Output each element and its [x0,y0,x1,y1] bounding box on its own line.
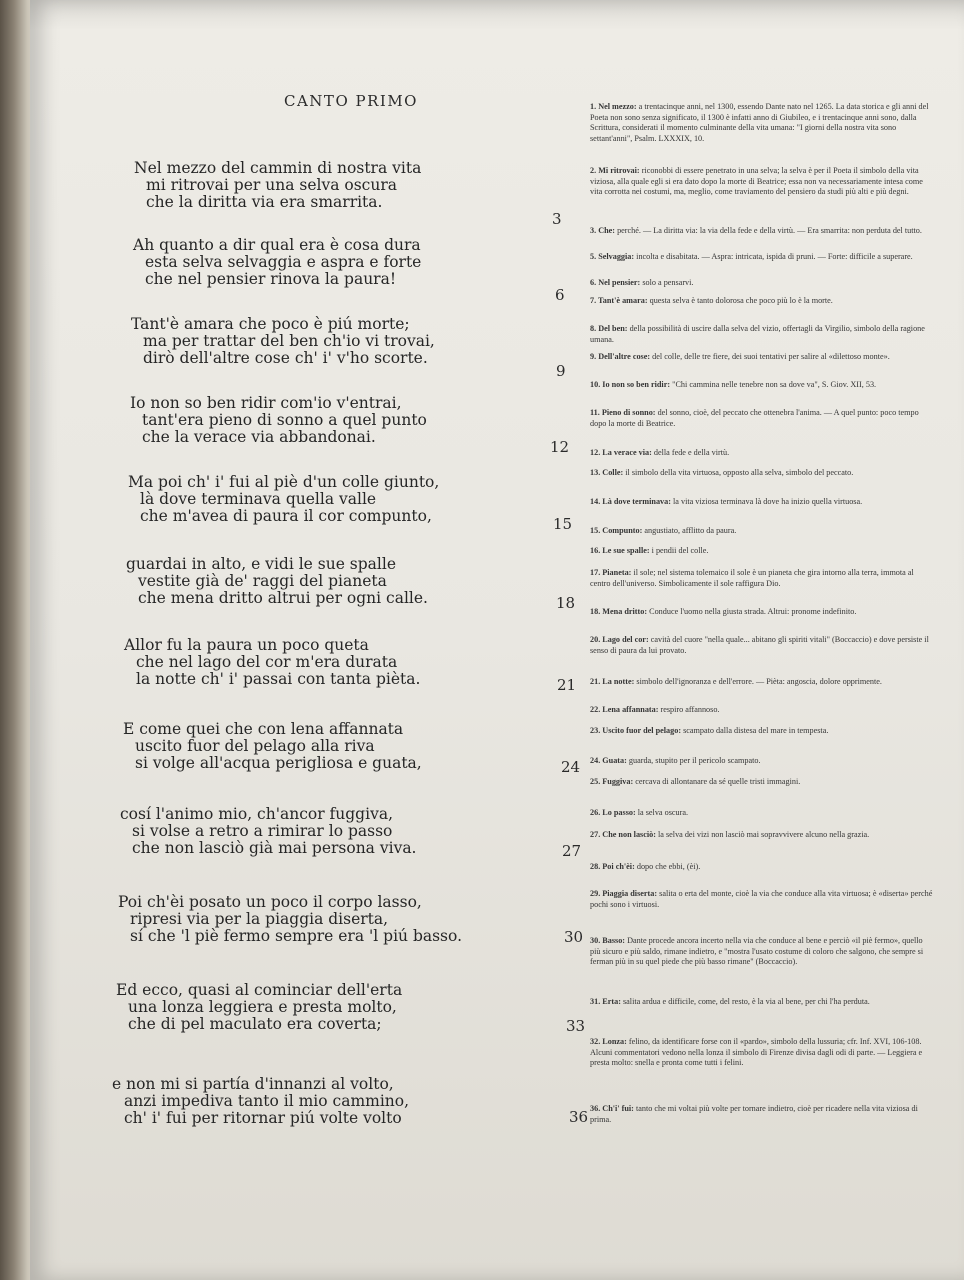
note [590,756,935,767]
verse-line: si volse a retro a rimirar lo passo [132,822,393,840]
tercet [126,556,428,607]
note [590,830,935,841]
note-label: 3. Che: [590,226,616,235]
note-label: 11. Pieno di sonno: [590,408,656,417]
note-text: Dante procede ancora incerto nella via che conduce al bene e perciò «il piè fermo», quello più sicuro e più saldo, rimane indietro, e "mostra l'usato costume di coloro che salgono, che sempre si ferman più in su quel piede che più basso rimane" (Boccaccio). [590,936,924,967]
note [590,777,935,788]
note-text: la selva oscura. [635,808,689,817]
note-text: incolta e disabitata. — Aspra: intricata, ispida di pruni. — Forte: difficile a superare. [634,252,913,261]
note-text: il simbolo della vita virtuosa, opposto alla selva, simbolo del peccato. [623,468,854,477]
verse-line: tant'era pieno di sonno a quel punto [142,411,427,429]
verse-line: Tant'è amara che poco è piú morte; [131,315,410,333]
verse-line: che non lasciò già mai persona viva. [132,839,417,857]
note-label: 1. Nel mezzo: [590,102,637,111]
note-text: a trentacinque anni, nel 1300, essendo Dante nato nel 1265. La data storica e gli anni del Poeta non sono senza significato, il 1300 è infatti anno di Giubileo, e i trentacinque anni sono, dalla Scrittura, considerati il momento culminante della vita umana: "I giorni della nostra vita sono settant'anni", Psalm. LXXXIX, 10. [590,102,929,143]
note-label: 7. Tant'è amara: [590,296,648,305]
note [590,808,935,819]
note [590,380,935,391]
note-text: "Chi cammina nelle tenebre non sa dove va", S. Giov. XII, 53. [670,380,877,389]
verse-line: Nel mezzo del cammin di nostra vita [134,159,422,177]
line-number: 30 [564,928,584,946]
note [590,408,935,429]
note-text: cercava di allontanare da sé quelle tristi immagini. [633,777,801,786]
tercet [116,982,402,1033]
verse-line: una lonza leggiera e presta molto, [128,998,397,1016]
verse-line: uscito fuor del pelago alla riva [135,737,375,755]
verse-line: la notte ch' i' passai con tanta pièta. [136,670,421,688]
note [590,607,935,618]
tercet [123,721,422,772]
line-number: 27 [562,842,582,860]
verse-line: che la verace via abbandonai. [142,428,376,446]
note-label: 18. Mena dritto: [590,607,648,616]
line-number: 3 [552,210,562,228]
verse-line: esta selva selvaggia e aspra e forte [145,253,422,271]
note-label: 29. Piaggia diserta: [590,889,658,898]
note-text: guarda, stupito per il pericolo scampato. [626,756,761,765]
note-label: 26. Lo passo: [590,808,636,817]
note-label: 10. Io non so ben ridir: [590,380,671,389]
verse-line: Allor fu la paura un poco queta [124,636,369,654]
note-text: respiro affannoso. [658,705,720,714]
note [590,997,935,1008]
note-label: 28. Poi ch'èi: [590,862,635,871]
note-text: cavità del cuore "nella quale... abitano gli spiriti vitali" (Boccaccio) e dove persiste il senso di paura da lui provato. [590,635,929,655]
note-text: salita ardua e difficile, come, del resto, è la via al bene, per chi l'ha perduta. [620,997,870,1006]
note-label: 16. Le sue spalle: [590,546,650,555]
note-label: 20. Lago del cor: [590,635,649,644]
note [590,324,935,345]
line-number: 33 [566,1017,586,1035]
note-label: 8. Del ben: [590,324,628,333]
note [590,677,935,688]
note-label: 5. Selvaggia: [590,252,635,261]
note [590,546,935,557]
note-text: del sonno, cioè, del peccato che ottenebra l'anima. — A quel punto: poco tempo dopo la morte di Beatrice. [590,408,919,428]
line-number: 21 [557,676,577,694]
note-label: 36. Ch'i' fui: [590,1104,634,1113]
note [590,102,935,144]
line-number: 36 [569,1108,589,1126]
note-text: salita o erta del monte, cioè la via che conduce alla vita virtuosa; è «diserta» perché pochi sono i virtuosi. [590,889,933,909]
note [590,352,935,363]
note-text: questa selva è tanto dolorosa che poco più lo è la morte. [647,296,833,305]
note-text: perché. — La diritta via: la via della fede e della virtù. — Era smarrita: non perduta del tutto. [615,226,922,235]
note-label: 27. Che non lasciò: [590,830,656,839]
line-number: 6 [555,286,565,304]
verse-line: Poi ch'èi posato un poco il corpo lasso, [118,893,422,911]
verse-line: ripresi via per la piaggia diserta, [130,910,389,928]
note-text: della possibilità di uscire dalla selva del vizio, offertagli da Virgilio, simbolo della ragione umana. [590,324,925,344]
verse-line: che mena dritto altrui per ogni calle. [138,589,428,607]
page-shadow [30,0,964,30]
note-label: 30. Basso: [590,936,626,945]
note-text: angustiato, afflitto da paura. [642,526,737,535]
note-label: 2. Mi ritrovai: [590,166,640,175]
note [590,526,935,537]
verse-line: e non mi si partía d'innanzi al volto, [112,1075,394,1093]
tercet [133,237,421,288]
note-label: 14. Là dove terminava: [590,497,671,506]
note-label: 6. Nel pensier: [590,278,641,287]
note-text: la selva dei vizi non lasciò mai sopravvivere alcuno nella grazia. [655,830,870,839]
note-label: 24. Guata: [590,756,627,765]
note-text: i pendii del colle. [649,546,709,555]
line-number: 24 [561,758,581,776]
note-text: Conduce l'uomo nella giusta strada. Altrui: pronome indefinito. [647,607,857,616]
tercet [128,474,439,525]
verse-line: Ma poi ch' i' fui al piè d'un colle giunto, [128,473,440,491]
note-label: 17. Pianeta: [590,568,632,577]
tercet [131,316,435,367]
line-number: 9 [556,362,566,380]
verse-line: vestite già de' raggi del pianeta [138,572,387,590]
note-text: dopo che ebbi, (èi). [634,862,701,871]
verse-line: si volge all'acqua perigliosa e guata, [135,754,422,772]
tercet [118,894,462,945]
note [590,278,935,289]
tercet [134,160,421,211]
note [590,705,935,716]
verse-line: ma per trattar del ben ch'io vi trovai, [143,332,435,350]
verse-line: Ah quanto a dir qual era è cosa dura [133,236,421,254]
note [590,726,935,737]
note-text: tanto che mi voltai più volte per tornare indietro, cioè per ricadere nella vita viziosa di prima. [590,1104,918,1124]
tercet [120,806,417,857]
note [590,497,935,508]
note-label: 21. La notte: [590,677,635,686]
verse-line: anzi impediva tanto il mio cammino, [124,1092,410,1110]
line-number: 15 [553,515,573,533]
note [590,468,935,479]
note [590,1037,935,1069]
note-text: simbolo dell'ignoranza e dell'errore. — Pièta: angoscia, dolore opprimente. [634,677,882,686]
verse-line: Io non so ben ridir com'io v'entrai, [130,394,402,412]
tercet [124,637,420,688]
note-text: la vita viziosa terminava là dove ha inizio quella virtuosa. [670,497,863,506]
note-label: 22. Lena affannata: [590,705,659,714]
note [590,252,935,263]
verse-line: che nel lago del cor m'era durata [136,653,398,671]
note-label: 9. Dell'altre cose: [590,352,651,361]
note-label: 25. Fuggiva: [590,777,634,786]
verse-line: là dove terminava quella valle [140,490,377,508]
verse-line: Ed ecco, quasi al cominciar dell'erta [116,981,403,999]
page-title: CANTO PRIMO [284,92,418,110]
verse-line: che la diritta via era smarrita. [146,193,383,211]
note-label: 31. Erta: [590,997,621,1006]
tercet [130,395,427,446]
note-label: 12. La verace via: [590,448,652,457]
note-text: della fede e della virtù. [651,448,730,457]
verse-line: E come quei che con lena affannata [123,720,404,738]
book-spine [0,0,34,1280]
line-number: 12 [550,438,570,456]
note [590,166,935,198]
note-text: riconobbi di essere penetrato in una selva; la selva è per il Poeta il simbolo della vita viziosa, alla quale egli si era dato dopo la morte di Beatrice; essa non va necessariamente intesa come vita corrotta nei costumi, ma, meglio, come traviamento del pensiero da studi più alti e più degni. [590,166,923,197]
note [590,226,935,237]
note-text: scampato dalla distesa del mare in tempesta. [681,726,829,735]
note [590,448,935,459]
line-number: 18 [556,594,576,612]
note [590,862,935,873]
note [590,635,935,656]
verse-line: che m'avea di paura il cor compunto, [140,507,432,525]
verse-line: cosí l'animo mio, ch'ancor fuggiva, [120,805,393,823]
note-label: 32. Lonza: [590,1037,627,1046]
note-label: 15. Compunto: [590,526,643,535]
note-label: 23. Uscito fuor del pelago: [590,726,682,735]
note-text: solo a pensarvi. [640,278,694,287]
note-text: del colle, delle tre fiere, dei suoi tentativi per salire al «dilettoso monte». [650,352,890,361]
verse-line: ch' i' fui per ritornar piú volte volto [124,1109,402,1127]
verse-line: che di pel maculato era coverta; [128,1015,382,1033]
note [590,936,935,968]
note [590,296,935,307]
verse-line: sí che 'l piè fermo sempre era 'l piú basso. [130,927,463,945]
note [590,889,935,910]
verse-line: mi ritrovai per una selva oscura [146,176,397,194]
note-label: 13. Colle: [590,468,624,477]
note-text: felino, da identificare forse con il «pardo», simbolo della lussuria; cfr. Inf. XVI, 106-108. Alcuni commentatori vedono nella lonza il simbolo di Firenze divisa dagli odi di parte. — Leggiera e presta molto: snella e pronta come tutti i felini. [590,1037,923,1068]
note [590,1104,935,1125]
verse-line: dirò dell'altre cose ch' i' v'ho scorte. [143,349,428,367]
note [590,568,935,589]
verse-line: che nel pensier rinova la paura! [145,270,397,288]
note-text: il sole; nel sistema tolemaico il sole è un pianeta che gira intorno alla terra, immota al centro dell'universo. Simbolicamente il sole raffigura Dio. [590,568,914,588]
verse-line: guardai in alto, e vidi le sue spalle [126,555,397,573]
tercet [112,1076,409,1127]
